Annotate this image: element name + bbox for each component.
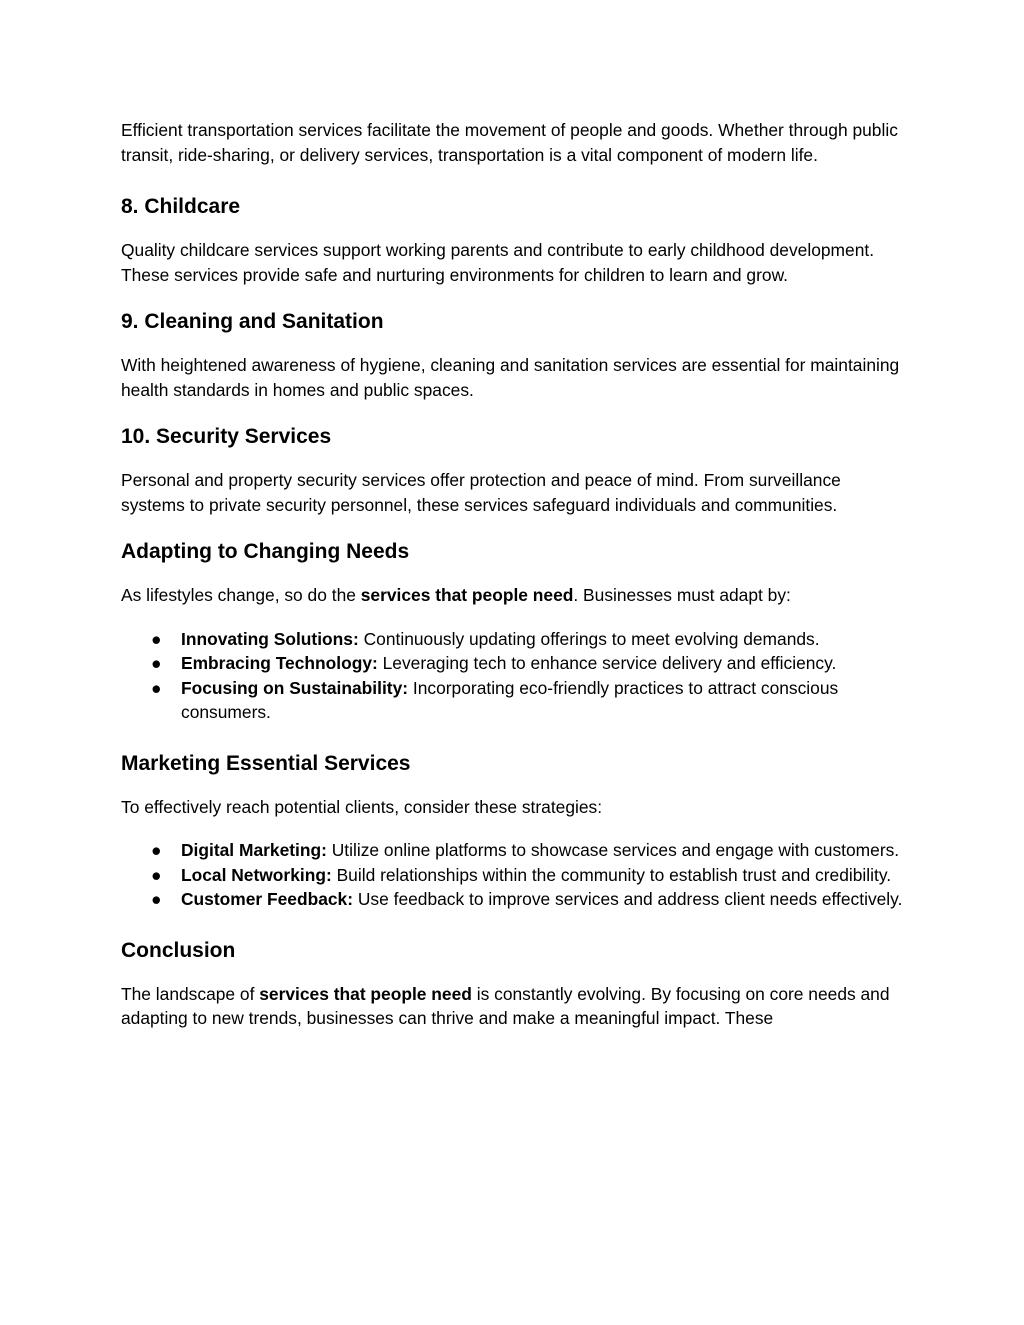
list-item-bold: Innovating Solutions: <box>181 628 359 649</box>
list-item-text: Utilize online platforms to showcase services and engage with customers. <box>326 840 900 860</box>
bullet-icon: ● <box>151 840 162 860</box>
bullet-icon: ● <box>151 677 162 698</box>
list-item-text: Incorporating eco-friendly practices to attract conscious consumers. <box>181 677 839 722</box>
list-item <box>121 651 906 676</box>
marketing-intro: To effectively reach potential clients, consider these strategies: <box>121 796 603 817</box>
list-item-text: Leveraging tech to enhance service delivery and efficiency. <box>377 653 837 673</box>
bullet-icon: ● <box>151 653 162 673</box>
document-content <box>121 118 906 1031</box>
marketing-list <box>121 838 906 912</box>
section-body-childcare: Quality childcare services support working parents and contribute to early childhood development. These services provide safe and nurturing environments for children to learn and grow. <box>121 240 875 285</box>
section-heading-adapting: Adapting to Changing Needs <box>121 540 410 563</box>
list-item <box>121 838 906 863</box>
list-item-bold: Digital Marketing: <box>181 840 327 860</box>
adapting-intro-post: . Businesses must adapt by: <box>573 585 791 605</box>
bullet-icon: ● <box>151 628 162 649</box>
section-heading-security: 10. Security Services <box>121 425 332 448</box>
list-item <box>121 627 906 652</box>
list-item-text: Build relationships within the community to establish trust and credibility. <box>331 864 892 885</box>
section-heading-cleaning: 9. Cleaning and Sanitation <box>121 310 384 333</box>
conclusion-paragraph <box>121 982 906 1031</box>
adapting-intro-pre: As lifestyles change, so do the <box>121 585 361 605</box>
adapting-intro-bold: services that people need <box>360 585 574 605</box>
list-item <box>121 676 906 725</box>
section-body-cleaning: With heightened awareness of hygiene, cleaning and sanitation services are essential for maintaining health standards in homes and public spaces. <box>121 355 900 400</box>
adapting-intro <box>121 583 906 608</box>
list-item-bold: Embracing Technology: <box>181 653 378 673</box>
list-item-text: Use feedback to improve services and address client needs effectively. <box>353 889 903 909</box>
section-heading-childcare: 8. Childcare <box>121 195 241 218</box>
bullet-icon: ● <box>151 864 162 885</box>
list-item-bold: Customer Feedback: <box>181 889 354 909</box>
section-body-security: Personal and property security services offer protection and peace of mind. From surveillance systems to private security personnel, these services safeguard individuals and communities. <box>121 470 841 515</box>
list-item <box>121 887 906 912</box>
bullet-icon: ● <box>151 889 162 909</box>
section-heading-conclusion: Conclusion <box>121 938 236 962</box>
list-item-text: Continuously updating offerings to meet evolving demands. <box>358 628 820 649</box>
list-item-bold: Local Networking: <box>181 864 332 885</box>
conclusion-bold: services that people need <box>259 983 472 1004</box>
transportation-paragraph: Efficient transportation services facilitate the movement of people and goods. Whether through public transit, ride-sharing, or delivery services, transportation is a vital component of modern life. <box>121 120 898 165</box>
list-item <box>121 863 906 888</box>
adapting-list <box>121 627 906 725</box>
section-heading-marketing: Marketing Essential Services <box>121 751 411 775</box>
conclusion-pre: The landscape of <box>121 983 260 1004</box>
conclusion-post: is constantly evolving. By focusing on core needs and adapting to new trends, businesses can thrive and make a meaningful impact. These <box>121 983 890 1028</box>
list-item-bold: Focusing on Sustainability: <box>181 677 409 698</box>
